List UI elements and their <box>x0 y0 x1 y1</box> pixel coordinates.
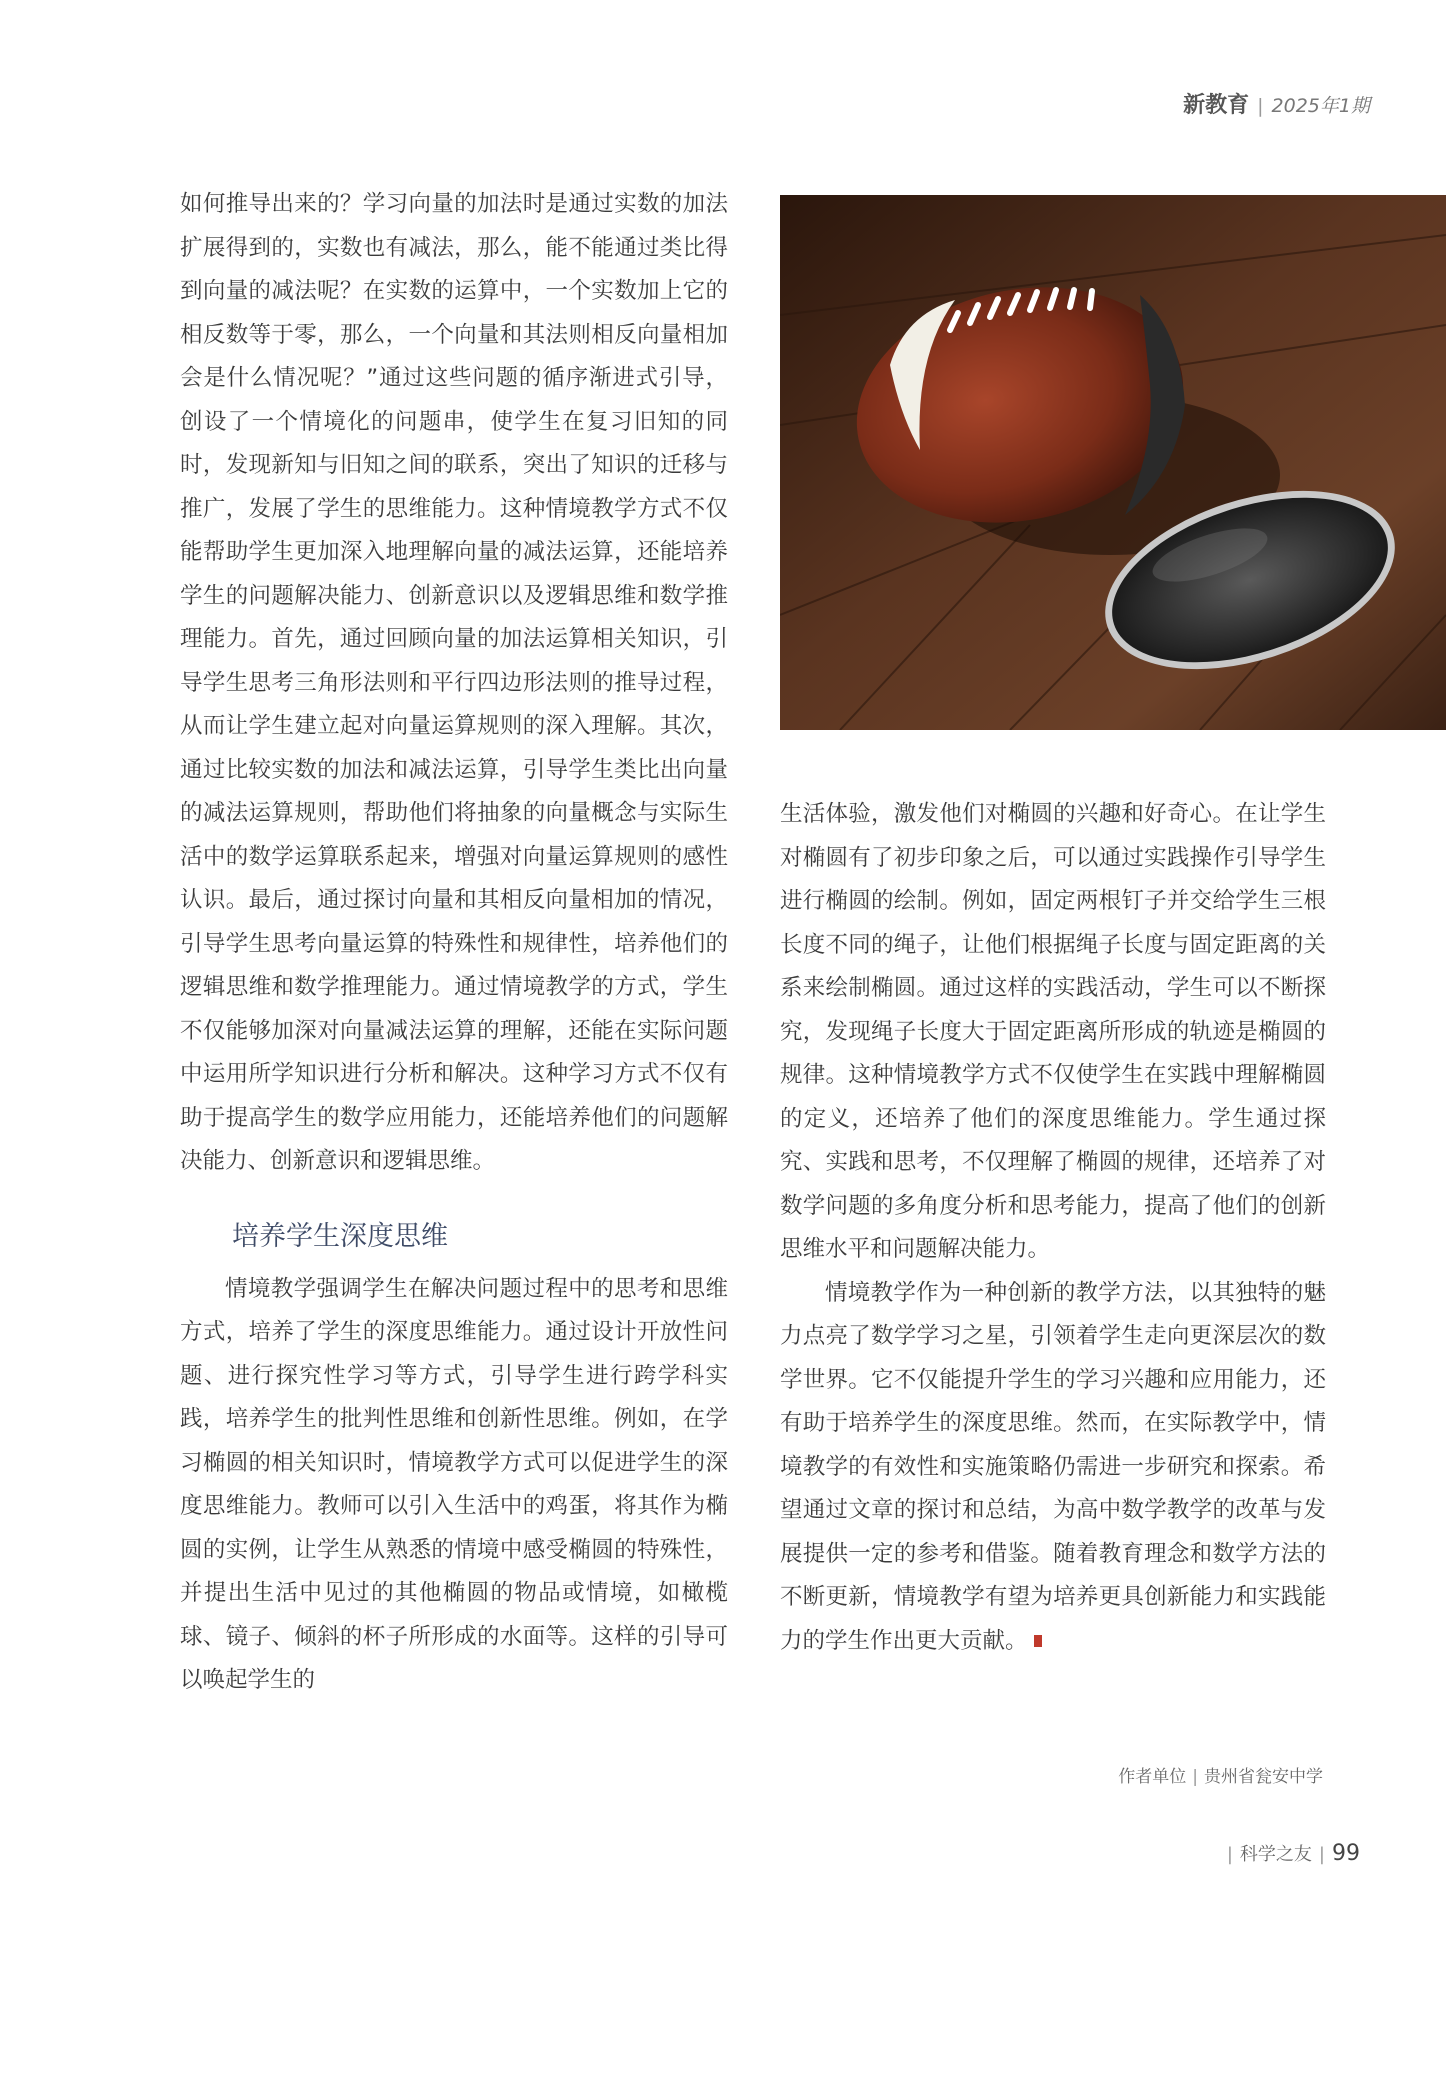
left-paragraph-1: 如何推导出来的？学习向量的加法时是通过实数的加法扩展得到的，实数也有减法，那么，能不能通过类比得到向量的减法呢？在实数的运算中，一个实数加上它的相反数等于零，那么，一个向量和其法则相反向量相加会是什么情况呢？”通过这些问题的循序渐进式引导，创设了一个情境化的问题串，使学生在复习旧知的同时，发现新知与旧知之间的联系，突出了知识的迁移与推广，发展了学生的思维能力。这种情境教学方式不仅能帮助学生更加深入地理解向量的减法运算，还能培养学生的问题解决能力、创新意识以及逻辑思维和数学推理能力。首先，通过回顾向量的加法运算相关知识，引导学生思考三角形法则和平行四边形法则的推导过程，从而让学生建立起对向量运算规则的深入理解。其次，通过比较实数的加法和减法运算，引导学生类比出向量的减法运算规则，帮助他们将抽象的向量概念与实际生活中的数学运算联系起来，增强对向量运算规则的感性认识。最后，通过探讨向量和其相反向量相加的情况，引导学生思考向量运算的特殊性和规律性，培养他们的逻辑思维和数学推理能力。通过情境教学的方式，学生不仅能够加深对向量减法运算的理解，还能在实际问题中运用所学知识进行分析和解决。这种学习方式不仅有助于提高学生的数学应用能力，还能培养他们的问题解决能力、创新意识和逻辑思维。 <box>180 191 728 1174</box>
section-heading: 培养学生深度思维 <box>232 1220 448 1252</box>
right-paragraph-1: 生活体验，激发他们对椭圆的兴趣和好奇心。在让学生对椭圆有了初步印象之后，可以通过实践操作引导学生进行椭圆的绘制。例如，固定两根钉子并交给学生三根长度不同的绳子，让他们根据绳子长度与固定距离的关系来绘制椭圆。通过这样的实践活动，学生可以不断探究，发现绳子长度大于固定距离所形成的轨迹是椭圆的规律。这种情境教学方式不仅使学生在实践中理解椭圆的定义，还培养了他们的深度思维能力。学生通过探究、实践和思考，不仅理解了椭圆的规律，还培养了对数学问题的多角度分析和思考能力，提高了他们的创新思维水平和问题解决能力。 <box>780 801 1326 1262</box>
journal-name: 科学之友 <box>1239 1844 1312 1865</box>
right-paragraph-2-text: 情境教学作为一种创新的教学方法，以其独特的魅力点亮了数学学习之星，引领着学生走向更深层次的数学世界。它不仅能提升学生的学习兴趣和应用能力，还有助于培养学生的深度思维。然而，在实际教学中，情境教学的有效性和实施策略仍需进一步研究和探索。希望通过文章的探讨和总结，为高中数学教学的改革与发展提供一定的参考和借鉴。随着教育理念和数学方法的不断更新，情境教学有望为培养更具创新能力和实践能力的学生作出更大贡献。 <box>780 1279 1326 1654</box>
right-paragraph-2 <box>780 1272 1326 1664</box>
issue-label: 2025年1期 <box>1271 95 1370 117</box>
left-column <box>180 183 728 1703</box>
right-column <box>780 793 1326 1663</box>
football-mirror-photo-icon <box>780 195 1446 730</box>
affiliation-value: 贵州省瓮安中学 <box>1204 1767 1323 1787</box>
affiliation-separator: | <box>1192 1767 1198 1787</box>
footer-separator-left: | <box>1226 1844 1233 1865</box>
football-mirror-photo <box>780 195 1446 730</box>
header-separator: | <box>1257 95 1264 117</box>
author-affiliation <box>1118 1762 1323 1787</box>
affiliation-label: 作者单位 <box>1118 1767 1187 1787</box>
footer-separator-right: | <box>1318 1844 1325 1865</box>
page-number: 99 <box>1332 1841 1360 1866</box>
running-header <box>1183 88 1370 119</box>
end-mark-icon <box>1034 1635 1042 1647</box>
left-paragraph-2: 情境教学强调学生在解决问题过程中的思考和思维方式，培养了学生的深度思维能力。通过设计开放性问题、进行探究性学习等方式，引导学生进行跨学科实践，培养学生的批判性思维和创新性思维。例如，在学习椭圆的相关知识时，情境教学方式可以促进学生的深度思维能力。教师可以引入生活中的鸡蛋，将其作为椭圆的实例，让学生从熟悉的情境中感受椭圆的特殊性，并提出生活中见过的其他椭圆的物品或情境，如橄榄球、镜子、倾斜的杯子所形成的水面等。这样的引导可以唤起学生的 <box>180 1275 728 1693</box>
page-footer <box>1220 1840 1360 1866</box>
magazine-name: 新教育 <box>1183 93 1250 118</box>
